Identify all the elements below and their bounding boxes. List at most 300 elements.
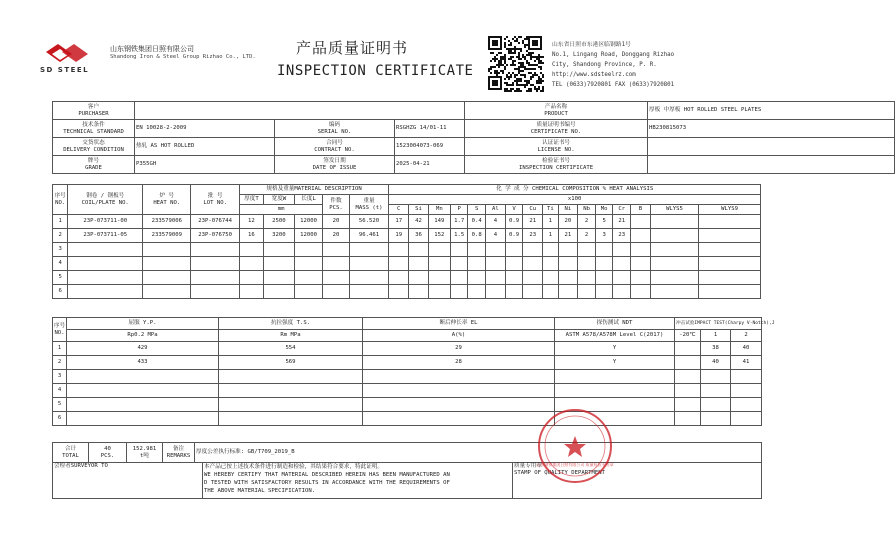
cell-ts [219,398,363,412]
cell-t: 12 [239,215,263,229]
date-label: 签发日期 DATE OF ISSUE [275,156,395,174]
chem-cell [389,257,409,271]
company-address [552,40,674,90]
cell-ys: 429 [67,342,219,356]
product-label: 产品名称 PRODUCT [465,102,648,120]
address-line: 山东省日照市东港区临钢路1号 [552,42,631,48]
material-row [53,229,761,243]
cell-ys [67,412,219,426]
chem-cell [699,229,761,243]
elem-header: V [505,205,523,215]
chem-cell [578,285,596,299]
chem-cell [650,243,698,257]
cell-no: 1 [53,342,67,356]
license-value [648,138,895,156]
chem-cell [389,243,409,257]
cert-label: 质量证明书编号 CERTIFICATE NO. [465,120,648,138]
elem-header: Ti [543,205,558,215]
cell-heat [143,271,191,285]
serial-value: RSGHZG 14/01-11 [395,120,465,138]
cell-i1 [701,398,731,412]
chem-cell [558,271,578,285]
elem-header: Al [486,205,506,215]
elem-header: P [450,205,468,215]
cell-coil [68,257,143,271]
company-name-cn: 山东钢铁集团日照有限公司 [110,45,194,53]
chem-cell [558,257,578,271]
delivery-label: 交货状态 DELIVERY CONDITION [53,138,135,156]
product-value: 厚板 中厚板 HOT ROLLED STEEL PLATES [648,102,895,120]
chem-cell [486,271,506,285]
ndt-standard: ASTM A578/A578M Level C(2017) [555,330,675,342]
cell-t [239,243,263,257]
mech-row [53,384,762,398]
cell-i1 [701,370,731,384]
cell-ys [67,384,219,398]
contract-value: 1523004073-069 [395,138,465,156]
cell-w [264,257,295,271]
serial-label: 编码 SERIAL NO. [275,120,395,138]
chem-cell [699,243,761,257]
elem-header: Cu [523,205,543,215]
cell-l: 12000 [294,229,323,243]
cell-lot [191,271,239,285]
heat-header: 炉 号 HEAT NO. [143,185,191,215]
cell-mass [349,285,389,299]
cell-ts: 554 [219,342,363,356]
chem-cell: 2 [578,215,596,229]
cell-t [239,285,263,299]
elong-unit: A(%) [363,330,555,342]
chem-cell: 21 [613,215,631,229]
yield-header: 屈服 Y.P. [67,318,219,330]
page-title-en: INSPECTION CERTIFICATE [277,63,474,79]
cell-mass: 56.520 [349,215,389,229]
stamp-cell: 质量专用章 STAMP OF QUALITY DEPARTMENT [513,463,762,499]
chem-cell [450,257,468,271]
chem-cell [650,285,698,299]
cell-mass [349,257,389,271]
cell-el: 29 [363,342,555,356]
chem-cell: 0.9 [505,229,523,243]
chem-cell [409,257,429,271]
mechanical-table [52,317,775,426]
cell-no: 1 [53,215,68,229]
elem-header: Mo [595,205,613,215]
chem-cell [409,243,429,257]
material-row [53,285,761,299]
cell-i1 [701,412,731,426]
date-value: 2025-04-21 [395,156,465,174]
cell-no: 5 [53,398,67,412]
chem-cell [523,271,543,285]
remarks-label: 备注 REMARKS [163,443,195,463]
cell-w [264,285,295,299]
totals-table [52,442,762,463]
chem-cell [631,215,651,229]
tensile-unit: Rm MPa [219,330,363,342]
elem-header: Si [409,205,429,215]
chem-cell [428,271,450,285]
chem-cell [699,257,761,271]
cell-pcs [323,271,349,285]
chem-cell [409,285,429,299]
elem-header: Nb [578,205,596,215]
chem-cell [523,257,543,271]
chem-cell [650,215,698,229]
cell-ys: 433 [67,356,219,370]
elem-header: WLYS5 [650,205,698,215]
elem-header: Mn [428,205,450,215]
chem-cell [558,243,578,257]
material-row [53,243,761,257]
impact-header: 冲击试验IMPACT TEST(Charpy V-Notch),J [675,318,762,330]
chem-cell [543,271,558,285]
cell-no: 3 [53,243,68,257]
cell-ts [219,412,363,426]
cell-i1: 38 [701,342,731,356]
total-label: 合计 TOTAL [53,443,89,463]
chem-unit: x100 [389,195,761,205]
cell-l [294,285,323,299]
address-line: No.1, Lingang Road, Donggang Rizhao [552,52,675,58]
cell-i2 [731,412,762,426]
chem-cell [486,285,506,299]
chem-cell: 4 [486,229,506,243]
chem-cell [486,243,506,257]
chem-cell [650,271,698,285]
chem-cell [389,285,409,299]
svg-text:山东钢铁集团日照有限公司 质量检验专用章: 山东钢铁集团日照有限公司 质量检验专用章 [536,462,614,467]
cell-lot: 23P-076744 [191,215,239,229]
chem-cell [543,257,558,271]
mech-row [53,370,762,384]
surveyor-cell: 会检者SURVEYOR TO [53,463,203,499]
cell-coil: 23P-073711-00 [68,215,143,229]
cell-i2 [731,398,762,412]
material-row [53,215,761,229]
insp-value [648,156,895,174]
chem-cell: 21 [523,215,543,229]
cell-t [239,271,263,285]
length-header: 长度L [294,195,323,205]
cell-no: 6 [53,285,68,299]
chem-cell [543,285,558,299]
chem-cell: 0.4 [468,215,486,229]
std-value: EN 10028-2-2009 [135,120,275,138]
company-logo [32,36,102,76]
cell-ndt: Y [555,342,675,356]
cell-l: 12000 [294,215,323,229]
cell-pcs [323,243,349,257]
cell-coil [68,243,143,257]
chem-cell [450,243,468,257]
elem-header: Ni [558,205,578,215]
cell-pcs: 20 [323,215,349,229]
cell-mass [349,271,389,285]
chem-cell [450,271,468,285]
company-name-en: Shandong Iron & Steel Group Rizhao Co., LTD. [110,54,256,60]
chem-cell: 152 [428,229,450,243]
cell-i2 [731,370,762,384]
delivery-value: 热轧 AS HOT ROLLED [135,138,275,156]
mass-header: 重量 MASS (t) [349,195,389,215]
cell-el: 28 [363,356,555,370]
material-row [53,271,761,285]
cell-mass: 96.461 [349,229,389,243]
quality-seal [535,406,615,486]
coil-header: 钢卷 / 钢板号 COIL/PLATE NO. [68,185,143,215]
qr-code [488,36,544,92]
chem-cell [595,271,613,285]
cell-heat [143,243,191,257]
chem-cell [468,243,486,257]
cell-ts [219,384,363,398]
lot-header: 批 号 LOT NO. [191,185,239,215]
elem-header: C [389,205,409,215]
cell-i2: 40 [731,342,762,356]
chem-header: 化 学 成 分 CHEMICAL COMPOSITION % HEAT ANALYSIS [389,185,761,195]
chem-cell [613,271,631,285]
license-label: 认证证书号 LICENSE NO. [465,138,648,156]
cell-coil: 23P-073711-05 [68,229,143,243]
chem-cell [631,271,651,285]
address-line: http://www.sdsteelrz.com [552,72,636,78]
elem-header: S [468,205,486,215]
cell-w [264,243,295,257]
certification-text: 本产品已按上述技术条件进行制造和检验，其结果符合要求，特此证明。 WE HEREBY CERTIFY THAT MATERIAL DESCRIBED HEREIN HAS BEEN MANUFACTURED AN D TESTED WITH SATISFACTORY RESULTS IN ACCORDANCE WITH THE REQUIREMENTS OF THE ABOVE MATERIAL SPECIFICATION. [203,463,513,499]
chem-cell [613,243,631,257]
chem-cell [631,257,651,271]
cell-pcs [323,257,349,271]
chem-cell [450,285,468,299]
chem-cell [505,285,523,299]
chem-cell: 0.8 [468,229,486,243]
chem-cell: 1.7 [450,215,468,229]
chem-cell: 1.5 [450,229,468,243]
remarks-value: 厚度公差执行标准: GB/T709_2019_B [195,443,762,463]
chem-cell: 4 [486,215,506,229]
cell-w: 3200 [264,229,295,243]
cell-el [363,412,555,426]
page-title-cn: 产品质量证明书 [296,39,409,57]
cell-ts [219,370,363,384]
elem-header: WLYS9 [699,205,761,215]
cell-lot [191,257,239,271]
chem-cell [468,257,486,271]
chem-cell [578,257,596,271]
chem-cell [505,271,523,285]
elem-header: Cr [613,205,631,215]
cell-l [294,243,323,257]
chem-cell: 19 [389,229,409,243]
chem-cell [613,285,631,299]
seq-header: 序号 NO. [53,185,68,215]
cell-ts: 569 [219,356,363,370]
cell-el [363,398,555,412]
material-desc-header: 规格及重量MATERIAL DESCRIPTION [239,185,388,195]
chem-cell [428,243,450,257]
impact-col: 2 [731,330,762,342]
cell-lot: 23P-076750 [191,229,239,243]
cell-mass [349,243,389,257]
total-pcs: 40 PCS. [89,443,127,463]
grade-value: P355GH [135,156,275,174]
mech-row [53,412,762,426]
cell-pcs: 20 [323,229,349,243]
address-line: TEL (0633)7920801 FAX (0633)7920801 [552,82,675,88]
cell-no: 2 [53,356,67,370]
mech-row [53,342,762,356]
width-header: 宽度W [264,195,295,205]
header-info-table [52,101,895,174]
chem-cell: 17 [389,215,409,229]
cell-no: 3 [53,370,67,384]
material-table [52,184,761,299]
cell-pcs [323,285,349,299]
cell-temp [675,398,701,412]
cell-i1: 40 [701,356,731,370]
cell-temp [675,342,701,356]
chem-cell: 21 [558,229,578,243]
chem-cell: 23 [613,229,631,243]
impact-temp: -20℃ [675,330,701,342]
pcs-header: 件数 PCS. [323,195,349,215]
chem-cell [631,285,651,299]
chem-cell [578,243,596,257]
chem-cell [650,229,698,243]
cell-temp [675,412,701,426]
chem-cell: 1 [543,215,558,229]
chem-cell [699,271,761,285]
cell-temp [675,370,701,384]
chem-cell [428,257,450,271]
chem-cell: 5 [595,215,613,229]
chem-cell [523,243,543,257]
svg-text:SD STEEL: SD STEEL [40,66,90,74]
cell-i2: 41 [731,356,762,370]
chem-cell: 149 [428,215,450,229]
cell-ys [67,370,219,384]
chem-cell: 36 [409,229,429,243]
chem-cell [578,271,596,285]
chem-cell [595,285,613,299]
chem-cell [505,257,523,271]
cell-lot [191,285,239,299]
chem-cell [595,243,613,257]
chem-cell: 3 [595,229,613,243]
chem-cell [523,285,543,299]
insp-label: 检验证书号 INSPECTION CERTIFICATE [465,156,648,174]
address-line: City, Shandong Province, P. R. [552,62,657,68]
ndt-header: 探伤测试 NDT [555,318,675,330]
tensile-header: 抗拉强度 T.S. [219,318,363,330]
cell-l [294,257,323,271]
cell-no: 5 [53,271,68,285]
chem-cell [468,285,486,299]
cell-l [294,271,323,285]
cell-ys [67,398,219,412]
cell-heat: 233579006 [143,215,191,229]
chem-cell: 20 [558,215,578,229]
chem-cell [486,257,506,271]
chem-cell [631,243,651,257]
cell-temp [675,384,701,398]
cell-coil [68,271,143,285]
cell-no: 6 [53,412,67,426]
cell-w: 2500 [264,215,295,229]
elem-header: B [631,205,651,215]
chem-cell: 42 [409,215,429,229]
cell-no: 2 [53,229,68,243]
cell-heat [143,257,191,271]
cell-t: 16 [239,229,263,243]
chem-cell: 2 [578,229,596,243]
chem-cell [428,285,450,299]
cell-no: 4 [53,384,67,398]
impact-col: 1 [701,330,731,342]
chem-cell [613,257,631,271]
chem-cell [468,271,486,285]
cell-i1 [701,384,731,398]
yield-unit: Rp0.2 MPa [67,330,219,342]
material-row [53,257,761,271]
cell-w [264,271,295,285]
total-mass: 152.981 t吨 [127,443,163,463]
grade-label: 牌号 GRADE [53,156,135,174]
chem-cell [505,243,523,257]
cell-heat [143,285,191,299]
std-label: 技术条件 TECHNICAL STANDARD [53,120,135,138]
chem-cell [543,243,558,257]
purchaser-label: 客户 PURCHASER [53,102,135,120]
chem-cell: 23 [523,229,543,243]
cell-no: 4 [53,257,68,271]
mech-row [53,356,762,370]
mseq-header: 序号 NO. [53,318,67,342]
mech-row [53,398,762,412]
chem-cell [409,271,429,285]
chem-cell [699,285,761,299]
chem-cell [558,285,578,299]
footer-table [52,462,762,499]
cell-el [363,384,555,398]
cell-lot [191,243,239,257]
cell-temp [675,356,701,370]
chem-cell [595,257,613,271]
mm-unit: mm [239,205,323,215]
chem-cell [650,257,698,271]
chem-cell [631,229,651,243]
cell-heat: 233579009 [143,229,191,243]
chem-cell: 1 [543,229,558,243]
elong-header: 断后伸长率 EL [363,318,555,330]
cell-coil [68,285,143,299]
cell-ndt [555,370,675,384]
chem-cell [699,215,761,229]
cert-value: HB230815073 [648,120,895,138]
contract-label: 合同号 CONTRACT NO. [275,138,395,156]
chem-cell: 0.9 [505,215,523,229]
thickness-header: 厚度T [239,195,263,205]
cell-ndt [555,384,675,398]
cell-i2 [731,384,762,398]
purchaser-value [135,102,465,120]
cell-t [239,257,263,271]
cell-ndt: Y [555,356,675,370]
chem-cell [389,271,409,285]
cell-el [363,370,555,384]
